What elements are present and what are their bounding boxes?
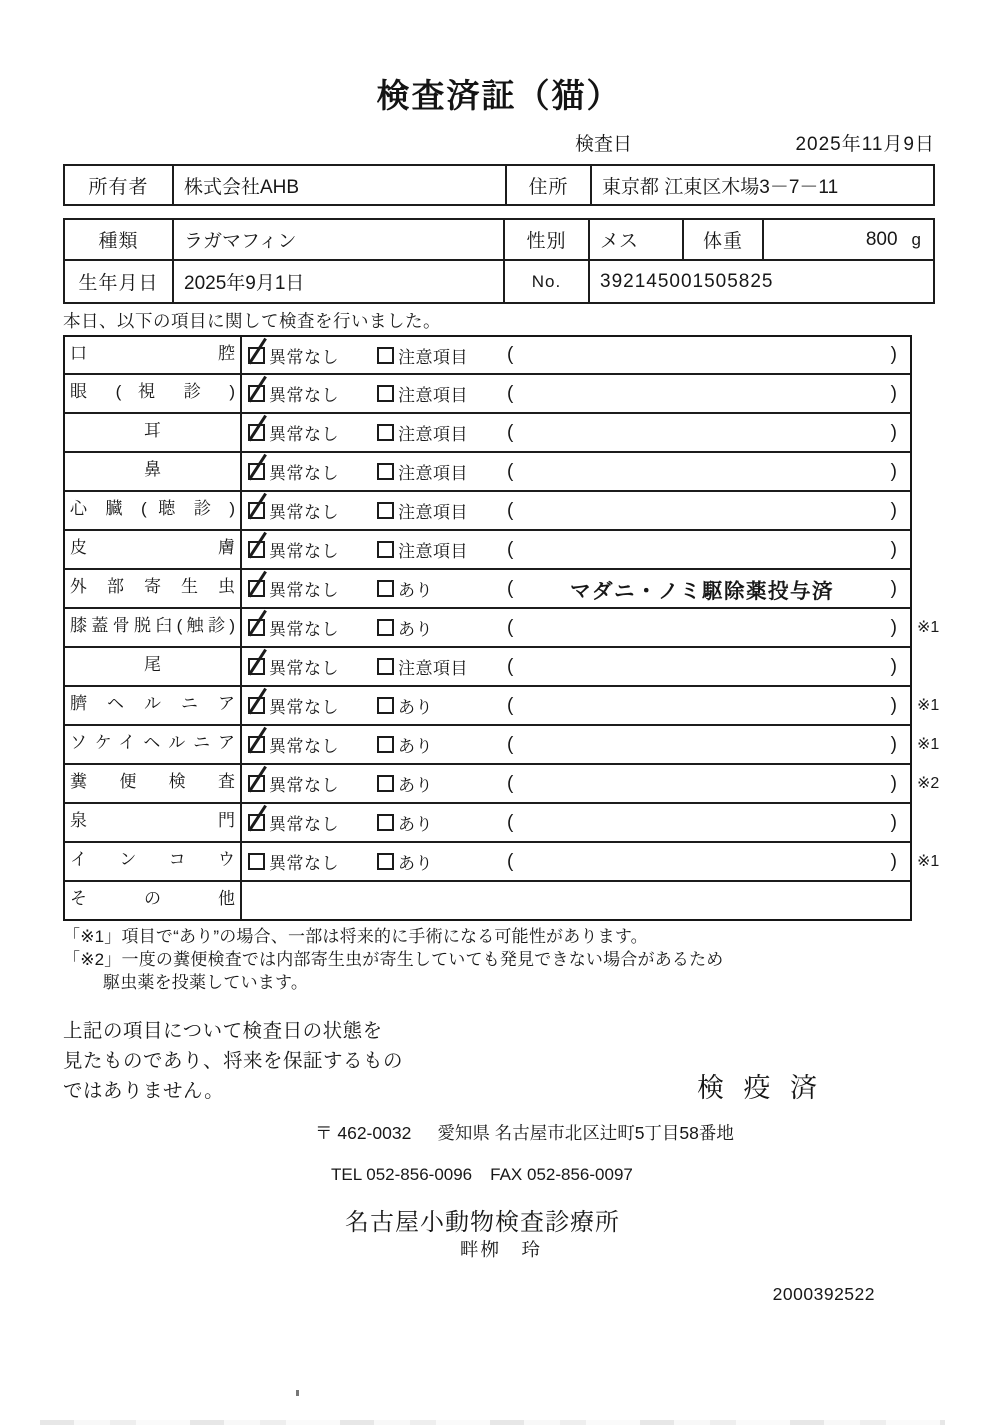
paren-close: ) xyxy=(890,421,897,443)
present-checkbox xyxy=(377,775,394,792)
paren-close: ) xyxy=(890,382,897,404)
no-abnormality-checkbox xyxy=(248,541,265,558)
exam-item-label: 膝蓋骨脱臼(触診) xyxy=(65,609,242,646)
caution-checkbox xyxy=(377,658,394,675)
paren-close: ) xyxy=(890,577,897,599)
present-label: あり xyxy=(398,698,433,717)
exam-item-label: 心 臓 ( 聴 診 ) xyxy=(65,492,242,529)
caution-checkbox xyxy=(377,541,394,558)
present-checkbox xyxy=(377,814,394,831)
no-abnormality-checkbox xyxy=(248,736,265,753)
quarantine-stamp: 検 疫 済 xyxy=(696,1073,823,1103)
exam-row-oral xyxy=(65,337,910,373)
no-abnormality-checkbox xyxy=(248,814,265,831)
exam-item-label: そ の 他 xyxy=(65,882,242,919)
no-abnormality-label: 異常なし xyxy=(269,737,339,756)
owner-address-label: 住所 xyxy=(505,166,590,204)
number-value: 392145001505825 xyxy=(588,261,933,302)
tel-number: TEL 052-856-0096 xyxy=(331,1165,473,1184)
no-abnormality-checkbox xyxy=(248,385,265,402)
footnote-2-cont: 駆虫薬を投薬しています。 xyxy=(103,973,309,992)
serial-number: 2000392522 xyxy=(772,1284,875,1304)
caution-checkbox xyxy=(377,502,394,519)
present-checkbox xyxy=(377,580,394,597)
exam-row-umbilical-hernia xyxy=(65,685,940,724)
paren-open: ( xyxy=(507,421,514,443)
pet-info-table xyxy=(63,218,935,304)
present-label: あり xyxy=(398,620,433,639)
no-abnormality-label: 異常なし xyxy=(269,698,339,717)
paren-close: ) xyxy=(890,460,897,482)
no-abnormality-label: 異常なし xyxy=(269,425,339,444)
no-abnormality-label: 異常なし xyxy=(269,503,339,522)
exam-row-nose xyxy=(65,451,910,490)
paren-close: ) xyxy=(890,733,897,755)
footnote-mark: ※1 xyxy=(917,697,940,714)
fax-number: FAX 052-856-0097 xyxy=(490,1165,633,1184)
weight-label: 体重 xyxy=(682,220,762,259)
caution-label: 注意項目 xyxy=(398,464,468,483)
paren-open: ( xyxy=(507,616,514,638)
inspection-date-row xyxy=(63,132,935,158)
no-abnormality-checkbox xyxy=(248,347,265,364)
present-label: あり xyxy=(398,854,433,873)
clinic-phone-line xyxy=(63,1164,935,1186)
scan-noise-artifact xyxy=(40,1420,945,1425)
number-label: No. xyxy=(503,261,588,302)
paren-open: ( xyxy=(507,499,514,521)
present-checkbox xyxy=(377,619,394,636)
paren-open: ( xyxy=(507,538,514,560)
inspection-date-label: 検査日 xyxy=(575,134,633,155)
exam-other-empty-cell xyxy=(242,882,910,919)
caution-checkbox xyxy=(377,463,394,480)
exam-item-label: 外 部 寄 生 虫 xyxy=(65,570,242,607)
exam-table xyxy=(63,335,940,921)
breed-label: 種類 xyxy=(98,231,139,252)
paren-close: ) xyxy=(890,344,897,365)
no-abnormality-checkbox xyxy=(248,424,265,441)
no-abnormality-checkbox xyxy=(248,502,265,519)
exam-row-fontanelle xyxy=(65,802,910,841)
paren-close: ) xyxy=(890,538,897,560)
paren-open: ( xyxy=(507,460,514,482)
paren-open: ( xyxy=(507,733,514,755)
footnote-2: 「※2」一度の糞便検査では内部寄生虫が寄生していても発見できない場合があるため xyxy=(63,950,724,969)
caution-label: 注意項目 xyxy=(398,659,468,678)
owner-address: 東京都 江東区木場3－7－11 xyxy=(602,176,839,198)
postal-code: 〒 462-0032 xyxy=(315,1123,412,1143)
bottom-section xyxy=(63,1016,935,1106)
paren-close: ) xyxy=(890,850,897,872)
present-checkbox xyxy=(377,697,394,714)
paren-open: ( xyxy=(507,655,514,677)
no-abnormality-label: 異常なし xyxy=(269,347,339,367)
paren-open: ( xyxy=(507,344,514,365)
no-abnormality-label: 異常なし xyxy=(269,386,339,405)
caution-checkbox xyxy=(377,347,394,364)
owner-name: 株式会社AHB xyxy=(172,166,505,204)
veterinarian-name: 畔栁 玲 xyxy=(460,1239,543,1260)
paren-open: ( xyxy=(507,772,514,794)
footnotes xyxy=(63,925,935,994)
paren-open: ( xyxy=(507,850,514,872)
no-abnormality-label: 異常なし xyxy=(269,542,339,561)
paren-close: ) xyxy=(890,499,897,521)
paren-close: ) xyxy=(890,772,897,794)
no-abnormality-checkbox xyxy=(248,853,265,870)
footnote-mark: ※1 xyxy=(917,853,940,870)
breed-value: ラガマフィン xyxy=(172,220,503,259)
caution-checkbox xyxy=(377,385,394,402)
caution-label: 注意項目 xyxy=(398,503,468,522)
no-abnormality-label: 異常なし xyxy=(269,464,339,483)
paren-close: ) xyxy=(890,811,897,833)
no-abnormality-checkbox xyxy=(248,658,265,675)
exam-row-patella xyxy=(65,607,940,646)
no-abnormality-checkbox xyxy=(248,619,265,636)
document-title: 検査済証（猫） xyxy=(376,77,622,114)
no-abnormality-label: 異常なし xyxy=(269,776,339,795)
exam-row-fecal-exam xyxy=(65,763,940,802)
exam-row-heart xyxy=(65,490,910,529)
no-abnormality-label: 異常なし xyxy=(269,659,339,678)
birthdate-value: 2025年9月1日 xyxy=(172,261,503,302)
present-label: あり xyxy=(398,815,433,834)
exam-item-label: 口 腔 xyxy=(65,337,242,373)
present-checkbox xyxy=(377,736,394,753)
caution-label: 注意項目 xyxy=(398,386,468,405)
exam-row-skin xyxy=(65,529,910,568)
no-abnormality-label: 異常なし xyxy=(269,620,339,639)
exam-row-other xyxy=(65,880,910,919)
exam-row-inkou xyxy=(65,841,940,880)
scan-speck-artifact xyxy=(296,1390,299,1396)
exam-item-label: 眼 ( 視 診 ) xyxy=(65,375,242,412)
no-abnormality-checkbox xyxy=(248,775,265,792)
sex-label: 性別 xyxy=(503,220,588,259)
footnote-1: 「※1」項目で“あり”の場合、一部は将来的に手術になる可能性があります。 xyxy=(63,927,648,946)
exam-row-eyes xyxy=(65,373,910,412)
caution-label: 注意項目 xyxy=(398,347,468,367)
owner-label: 所有者 xyxy=(88,176,149,198)
no-abnormality-checkbox xyxy=(248,463,265,480)
weight-unit: g xyxy=(911,229,921,249)
present-label: あり xyxy=(398,581,433,600)
exam-row-external-parasites xyxy=(65,568,910,607)
no-abnormality-checkbox xyxy=(248,697,265,714)
footnote-mark: ※1 xyxy=(917,736,940,753)
weight-value: 800 xyxy=(865,228,898,250)
no-abnormality-checkbox xyxy=(248,580,265,597)
exam-row-tail xyxy=(65,646,910,685)
clinic-name: 名古屋小動物検査診療所 xyxy=(345,1209,620,1236)
footnote-mark: ※2 xyxy=(917,775,940,792)
paren-open: ( xyxy=(507,382,514,404)
exam-item-label: イ ン コ ウ xyxy=(65,843,242,880)
exam-item-label: 耳 xyxy=(65,414,242,451)
owner-table xyxy=(63,164,935,206)
no-abnormality-label: 異常なし xyxy=(269,854,339,873)
exam-item-label: 皮 膚 xyxy=(65,531,242,568)
no-abnormality-label: 異常なし xyxy=(269,815,339,834)
paren-open: ( xyxy=(507,577,514,599)
present-checkbox xyxy=(377,853,394,870)
caution-label: 注意項目 xyxy=(398,425,468,444)
exam-row-ears xyxy=(65,412,910,451)
no-abnormality-label: 異常なし xyxy=(269,581,339,600)
exam-row-inguinal-hernia xyxy=(65,724,940,763)
caution-checkbox xyxy=(377,424,394,441)
exam-item-label: 泉 門 xyxy=(65,804,242,841)
clinic-address: 愛知県 名古屋市北区辻町5丁目58番地 xyxy=(437,1123,734,1143)
exam-item-label: 尾 xyxy=(65,648,242,685)
exam-item-label: 糞 便 検 査 xyxy=(65,765,242,802)
inspection-date-value: 2025年11月9日 xyxy=(795,134,935,155)
caution-label: 注意項目 xyxy=(398,542,468,561)
exam-item-label: 鼻 xyxy=(65,453,242,490)
paren-open: ( xyxy=(507,811,514,833)
present-label: あり xyxy=(398,737,433,756)
paren-close: ) xyxy=(890,616,897,638)
footnote-mark: ※1 xyxy=(917,619,940,636)
disclaimer-text: 上記の項目について検査日の状態を 見たものであり、将来を保証するもの ではありません。 xyxy=(63,1020,404,1102)
paren-close: ) xyxy=(890,655,897,677)
exam-intro-text: 本日、以下の項目に関して検査を行いました。 xyxy=(63,311,441,331)
clinic-address-line xyxy=(63,1122,935,1144)
exam-item-label: ソケイヘルニア xyxy=(65,726,242,763)
exam-item-label: 臍 ヘ ル ニ ア xyxy=(65,687,242,724)
paren-close: ) xyxy=(890,694,897,716)
present-label: あり xyxy=(398,776,433,795)
exam-remark: マダニ・ノミ駆除薬投与済 xyxy=(570,579,834,603)
sex-value: メス xyxy=(588,220,682,259)
paren-open: ( xyxy=(507,694,514,716)
birthdate-label: 生年月日 xyxy=(78,273,159,294)
